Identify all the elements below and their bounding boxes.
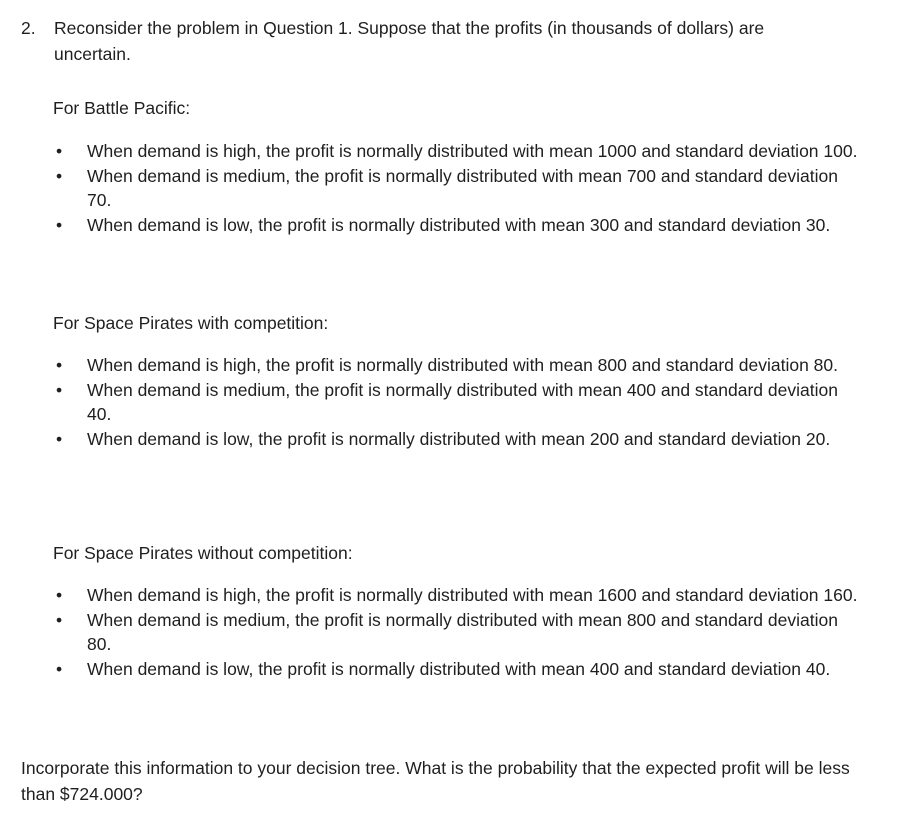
bullet-icon: •: [56, 141, 63, 161]
list-item: [53, 139, 907, 164]
section-heading: For Space Pirates without competition:: [53, 543, 353, 563]
question-text: Reconsider the problem in Question 1. Suppose that the profits (in thousands of dollars) are uncertain.: [54, 18, 765, 64]
list-item-text: When demand is high, the profit is normally distributed with mean 1600 and standard deviation 160.: [87, 585, 858, 605]
list-item-text: When demand is low, the profit is normally distributed with mean 400 and standard deviation 40.: [87, 658, 831, 679]
list-item: [53, 427, 907, 452]
list-item: [53, 583, 907, 608]
section-heading: For Battle Pacific:: [53, 98, 191, 118]
section-heading: For Space Pirates with competition:: [53, 313, 329, 333]
bullet-icon: •: [56, 214, 63, 235]
conclusion-text: Incorporate this information to your decision tree. What is the probability that the expected profit will be less than $724.000?: [21, 758, 850, 804]
list-item: [53, 164, 857, 213]
list-item: [53, 378, 857, 427]
bullet-icon: •: [56, 355, 63, 375]
list-item: [53, 353, 897, 378]
list-item-text: When demand is high, the profit is normally distributed with mean 1000 and standard deviation 100.: [87, 141, 858, 161]
section-battle-pacific: [53, 96, 893, 235]
section-space-pirates-with-competition: [53, 311, 893, 449]
bullet-list: [53, 139, 893, 237]
question-block: [21, 16, 901, 67]
list-item: [53, 213, 907, 238]
bullet-icon: •: [56, 428, 63, 449]
question-number: 2.: [21, 18, 36, 38]
list-item-text: When demand is medium, the profit is normally distributed with mean 400 and standard deviation 40.: [87, 379, 838, 424]
section-space-pirates-without-competition: [53, 541, 893, 679]
list-item: [53, 608, 857, 657]
bullet-icon: •: [56, 165, 63, 186]
list-item-text: When demand is medium, the profit is normally distributed with mean 700 and standard deviation 70.: [87, 165, 838, 210]
list-item: [53, 657, 907, 682]
bullet-list: [53, 353, 893, 451]
list-item-text: When demand is low, the profit is normally distributed with mean 300 and standard deviation 30.: [87, 214, 831, 235]
list-item-text: When demand is medium, the profit is normally distributed with mean 800 and standard deviation 80.: [87, 609, 838, 654]
bullet-icon: •: [56, 585, 63, 605]
bullet-list: [53, 583, 893, 681]
bullet-icon: •: [56, 379, 63, 400]
bullet-icon: •: [56, 658, 63, 679]
list-item-text: When demand is low, the profit is normally distributed with mean 200 and standard deviation 20.: [87, 428, 831, 449]
bullet-icon: •: [56, 609, 63, 630]
list-item-text: When demand is high, the profit is normally distributed with mean 800 and standard deviation 80.: [87, 355, 838, 375]
